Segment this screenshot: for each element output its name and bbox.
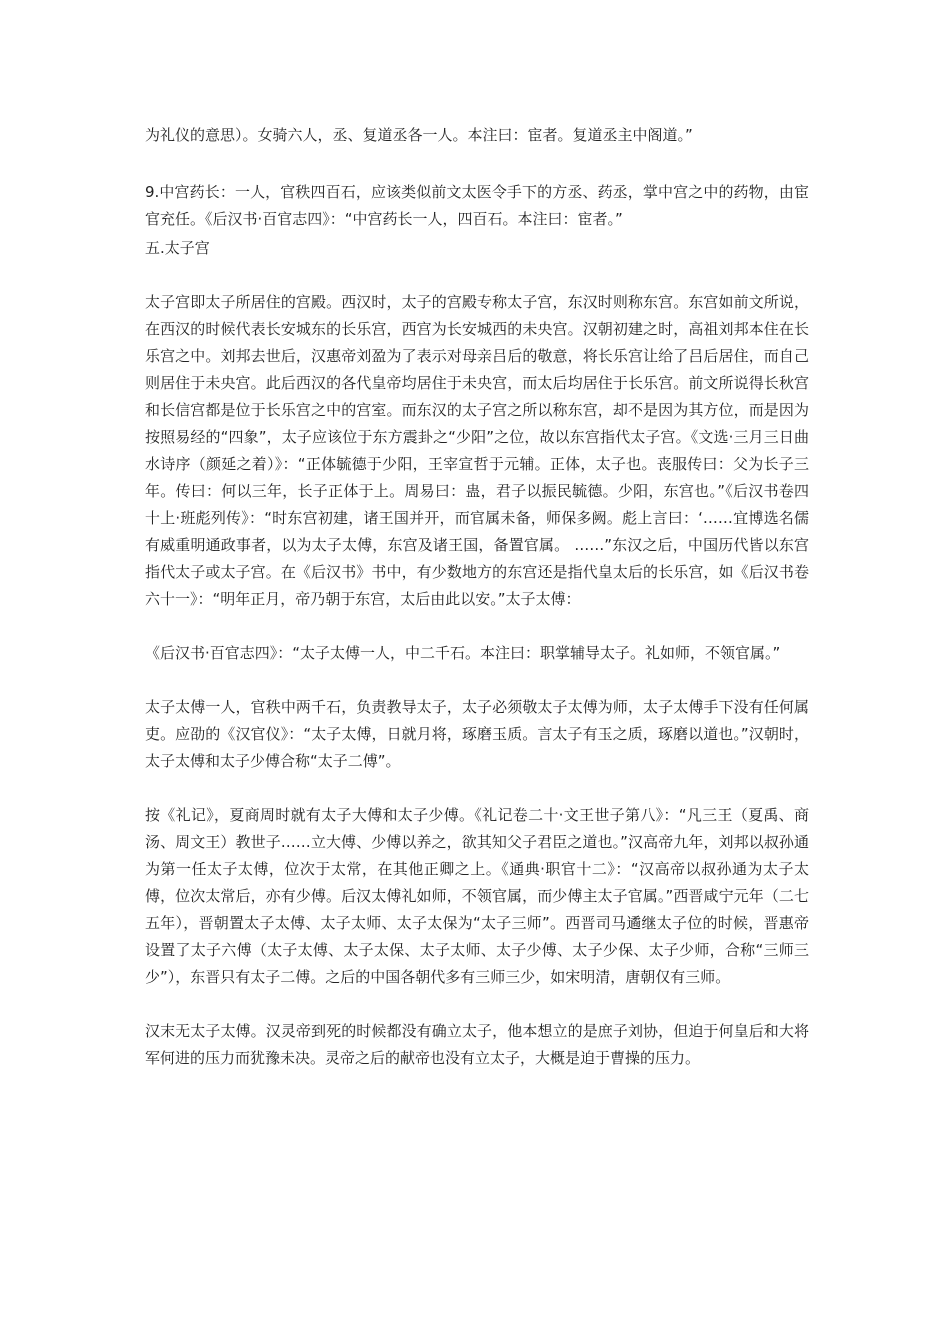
paragraph-hanmo: 汉末无太子太傅。汉灵帝到死的时候都没有确立太子，他本想立的是庶子刘协，但迫于何皇后和大将军何进的压力而犹豫未决。灵帝之后的献帝也没有立太子，大概是迫于曹操的压力。 xyxy=(145,1022,809,1067)
paragraph-taizi-taifu: 太子太傅一人，官秩中两千石，负责教导太子，太子必须敬太子太傅为师，太子太傅手下没有任何属吏。应劭的《汉官仪》：“太子太傅，日就月将，琢磨玉质。言太子有玉之质，琢磨以道也。”汉朝时，太子太傅和太子少傅合称“太子二傅”。 xyxy=(145,698,809,770)
paragraph-taizigong-intro: 太子宫即太子所居住的宫殿。西汉时，太子的宫殿专称太子宫，东汉时则称东宫。东宫如前文所说，在西汉的时候代表长安城东的长乐宫，西宫为长安城西的未央宫。汉朝初建之时，高祖刘邦本住在长乐宫之中。刘邦去世后，汉惠帝刘盈为了表示对母亲吕后的敬意，将长乐宫让给了吕后居住，而自己则居住于未央宫。此后西汉的各代皇帝均居住于未央宫，而太后均居住于长乐宫。前文所说得长秋宫和长信宫都是位于长乐宫之中的宫室。而东汉的太子宫之所以称东宫，却不是因为其方位，而是因为按照易经的“四象”，太子应该位于东方震卦之“少阳”之位，故以东宫指代太子宫。《文选·三月三日曲水诗序（颜延之着）》：“正体毓德于少阳，王宰宣哲于元辅。正体，太子也。丧服传曰：父为长子三年。传曰：何以三年，长子正体于上。周易曰：蛊，君子以振民毓德。少阳，东宫也。”《后汉书卷四十上·班彪列传》：“时东宫初建，诸王国并开，而官属未备，师保多阙。彪上言曰：‘……宜博选名儒有威重明通政事者，以为太子太傅，东宫及诸王国，备置官属。 ……”东汉之后，中国历代皆以东宫指代太子或太子宫。在《后汉书》书中，有少数地方的东宫还是指代皇太后的长乐宫，如《后汉书卷六十一》：“明年正月，帝乃朝于东宫，太后由此以安。”太子太傅： xyxy=(145,293,809,608)
paragraph-nuqi: 为礼仪的意思）。女骑六人，丞、复道丞各一人。本注曰：宦者。复道丞主中阁道。” xyxy=(145,126,693,144)
paragraph-zhonggong-yaozhang: 9.中宫药长：一人，官秩四百石，应该类似前文太医令手下的方丞、药丞，掌中宫之中的药物，由宦官充任。《后汉书·百官志四》：“中宫药长一人，四百石。本注曰：宦者。” xyxy=(145,183,809,228)
paragraph-liji-history: 按《礼记》，夏商周时就有太子大傅和太子少傅。《礼记卷二十·文王世子第八》：“凡三王（夏禹、商汤、周文王）教世子……立大傅、少傅以养之，欲其知父子君臣之道也。”汉高帝九年，刘邦以叔孙通为第一任太子太傅，位次于太常，在其他正卿之上。《通典·职官十二》：“汉高帝以叔孙通为太子太傅，位次太常后，亦有少傅。后汉太傅礼如师，不领官属，而少傅主太子官属。”西晋咸宁元年（二七五年），晋朝置太子太傅、太子太师、太子太保为“太子三师”。西晋司马遹继太子位的时候，晋惠帝设置了太子六傅（太子太傅、太子太保、太子太师、太子少傅、太子少保、太子少师，合称“三师三少”），东晋只有太子二傅。之后的中国各朝代多有三师三少，如宋明清，唐朝仅有三师。 xyxy=(145,806,809,986)
paragraph-baiguanzhi-quote: 《后汉书·百官志四》：“太子太傅一人，中二千石。本注曰：职掌辅导太子。礼如师，不领官属。” xyxy=(145,644,781,662)
section-heading-taizigong: 五.太子宫 xyxy=(145,239,210,257)
document-page xyxy=(145,122,809,1072)
